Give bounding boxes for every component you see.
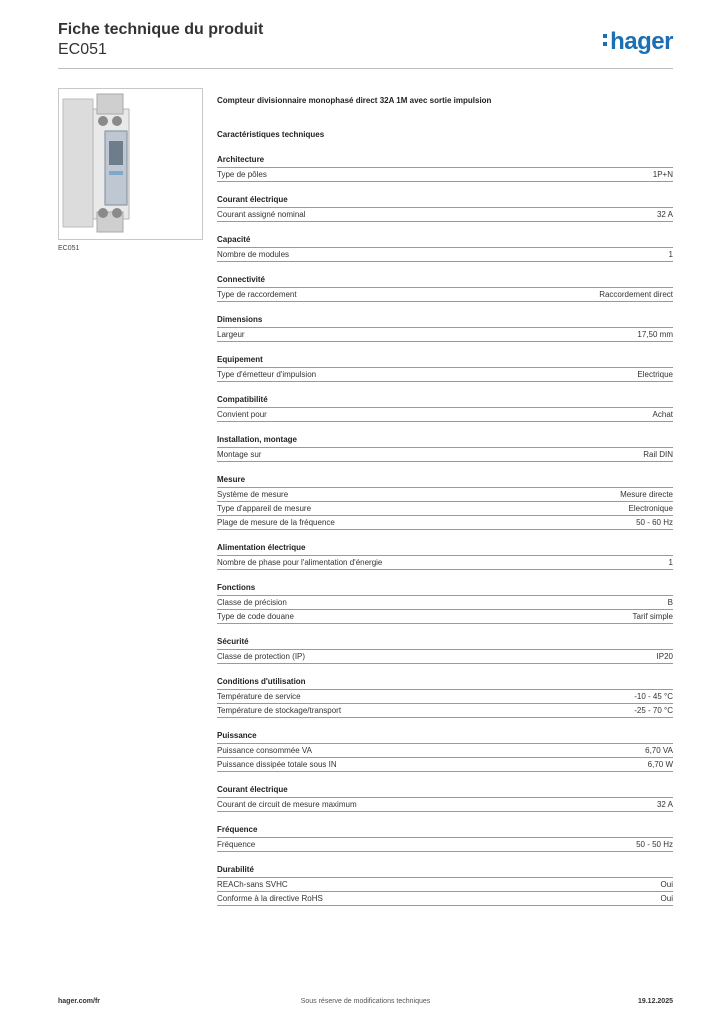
spec-row [217, 743, 673, 757]
spec-section [217, 582, 673, 624]
spec-value: Achat [652, 410, 673, 419]
spec-label: Type d'appareil de mesure [217, 504, 312, 513]
spec-value: Raccordement direct [599, 290, 673, 299]
section-title: Courant électrique [217, 195, 288, 204]
spec-label: Puissance consommée VA [217, 746, 313, 755]
spec-label: Fréquence [217, 840, 256, 849]
spec-value: -10 - 45 °C [634, 692, 673, 701]
spec-section [217, 394, 673, 422]
spec-rows [217, 407, 673, 422]
spec-value: Oui [660, 880, 673, 889]
section-title: Durabilité [217, 865, 254, 874]
spec-rows [217, 367, 673, 382]
spec-row [217, 891, 673, 906]
logo-dots-icon [603, 34, 608, 50]
spec-label: Courant de circuit de mesure maximum [217, 800, 357, 809]
spec-value: 1P+N [652, 170, 673, 179]
spec-row [217, 487, 673, 501]
spec-rows [217, 743, 673, 772]
spec-rows [217, 797, 673, 812]
spec-section [217, 542, 673, 570]
spec-row [217, 797, 673, 812]
spec-section [217, 824, 673, 852]
spec-section [217, 154, 673, 182]
section-title: Architecture [217, 155, 265, 164]
spec-row [217, 407, 673, 422]
spec-rows [217, 447, 673, 462]
spec-value: Electronique [628, 504, 673, 513]
spec-label: Température de stockage/transport [217, 706, 342, 715]
spec-value: 32 A [656, 210, 673, 219]
section-title: Puissance [217, 731, 257, 740]
product-image [58, 88, 203, 240]
section-title: Fonctions [217, 583, 256, 592]
section-title: Dimensions [217, 315, 263, 324]
product-description: Compteur divisionnaire monophasé direct 32A 1M avec sortie impulsion [217, 96, 492, 105]
specs-heading: Caractéristiques techniques [217, 130, 325, 139]
spec-section [217, 354, 673, 382]
page-title: Fiche technique du produit [58, 21, 264, 38]
spec-value: 50 - 50 Hz [636, 840, 673, 849]
spec-value: 6,70 VA [645, 746, 673, 755]
spec-rows [217, 689, 673, 718]
spec-value: Mesure directe [620, 490, 673, 499]
spec-section [217, 194, 673, 222]
spec-rows [217, 487, 673, 530]
spec-value: 32 A [656, 800, 673, 809]
spec-label: Conforme à la directive RoHS [217, 894, 323, 903]
spec-label: Type d'émetteur d'impulsion [217, 370, 317, 379]
section-title: Installation, montage [217, 435, 298, 444]
spec-row [217, 207, 673, 222]
spec-row [217, 247, 673, 262]
spec-value: 1 [668, 250, 673, 259]
section-title: Compatibilité [217, 395, 268, 404]
spec-label: Convient pour [217, 410, 267, 419]
spec-content [217, 96, 673, 906]
section-title: Capacité [217, 235, 251, 244]
spec-row [217, 595, 673, 609]
spec-label: Courant assigné nominal [217, 210, 306, 219]
section-title: Equipement [217, 355, 263, 364]
spec-label: Puissance dissipée totale sous IN [217, 760, 337, 769]
footer-website: hager.com/fr [58, 998, 101, 1005]
spec-label: Classe de précision [217, 598, 287, 607]
section-title: Courant électrique [217, 785, 288, 794]
spec-value: 50 - 60 Hz [636, 518, 673, 527]
spec-row [217, 757, 673, 772]
spec-row [217, 555, 673, 570]
section-title: Connectivité [217, 275, 266, 284]
section-title: Alimentation électrique [217, 543, 306, 552]
hager-logo [603, 28, 673, 56]
spec-section [217, 434, 673, 462]
spec-label: REACh-sans SVHC [217, 880, 288, 889]
spec-section [217, 864, 673, 906]
spec-label: Plage de mesure de la fréquence [217, 518, 335, 527]
spec-section [217, 274, 673, 302]
section-title: Fréquence [217, 825, 258, 834]
spec-label: Montage sur [217, 450, 262, 459]
spec-value: 6,70 W [647, 760, 673, 769]
spec-value: B [667, 598, 673, 607]
spec-row [217, 447, 673, 462]
spec-label: Largeur [217, 330, 245, 339]
spec-section [217, 784, 673, 812]
spec-row [217, 327, 673, 342]
spec-value: 17,50 mm [637, 330, 673, 339]
spec-label: Type de code douane [217, 612, 294, 621]
spec-rows [217, 837, 673, 852]
spec-row [217, 167, 673, 182]
image-caption: EC051 [58, 245, 80, 252]
spec-value: Rail DIN [643, 450, 673, 459]
spec-rows [217, 649, 673, 664]
header-divider [58, 68, 673, 69]
spec-rows [217, 167, 673, 182]
section-title: Mesure [217, 475, 246, 484]
section-title: Conditions d'utilisation [217, 677, 306, 686]
spec-value: IP20 [656, 652, 673, 661]
spec-value: Oui [660, 894, 673, 903]
spec-label: Type de pôles [217, 170, 267, 179]
footer-notice: Sous réserve de modifications techniques [300, 998, 431, 1005]
spec-label: Nombre de phase pour l'alimentation d'énergie [217, 558, 383, 567]
spec-row [217, 501, 673, 515]
spec-row [217, 877, 673, 891]
spec-label: Classe de protection (IP) [217, 652, 306, 661]
page-header [58, 20, 673, 70]
spec-section [217, 636, 673, 664]
spec-rows [217, 207, 673, 222]
spec-row [217, 609, 673, 624]
spec-label: Température de service [217, 692, 301, 701]
spec-row [217, 367, 673, 382]
spec-value: 1 [668, 558, 673, 567]
spec-section [217, 676, 673, 718]
spec-row [217, 515, 673, 530]
spec-label: Système de mesure [217, 490, 289, 499]
spec-row [217, 287, 673, 302]
spec-label: Type de raccordement [217, 290, 297, 299]
spec-section [217, 474, 673, 530]
spec-row [217, 689, 673, 703]
spec-row [217, 649, 673, 664]
product-code: EC051 [58, 41, 107, 58]
spec-row [217, 703, 673, 718]
section-title: Sécurité [217, 637, 249, 646]
spec-value: Electrique [637, 370, 673, 379]
spec-rows [217, 247, 673, 262]
footer-date: 19.12.2025 [637, 998, 673, 1005]
spec-rows [217, 595, 673, 624]
spec-sections [217, 154, 673, 906]
spec-value: Tarif simple [632, 612, 673, 621]
spec-row [217, 837, 673, 852]
spec-rows [217, 327, 673, 342]
energy-meter-icon [59, 89, 202, 239]
spec-value: -25 - 70 °C [634, 706, 673, 715]
logo-text: hager [610, 28, 673, 55]
spec-section [217, 234, 673, 262]
spec-rows [217, 555, 673, 570]
spec-label: Nombre de modules [217, 250, 290, 259]
spec-section [217, 730, 673, 772]
spec-rows [217, 287, 673, 302]
spec-rows [217, 877, 673, 906]
spec-section [217, 314, 673, 342]
